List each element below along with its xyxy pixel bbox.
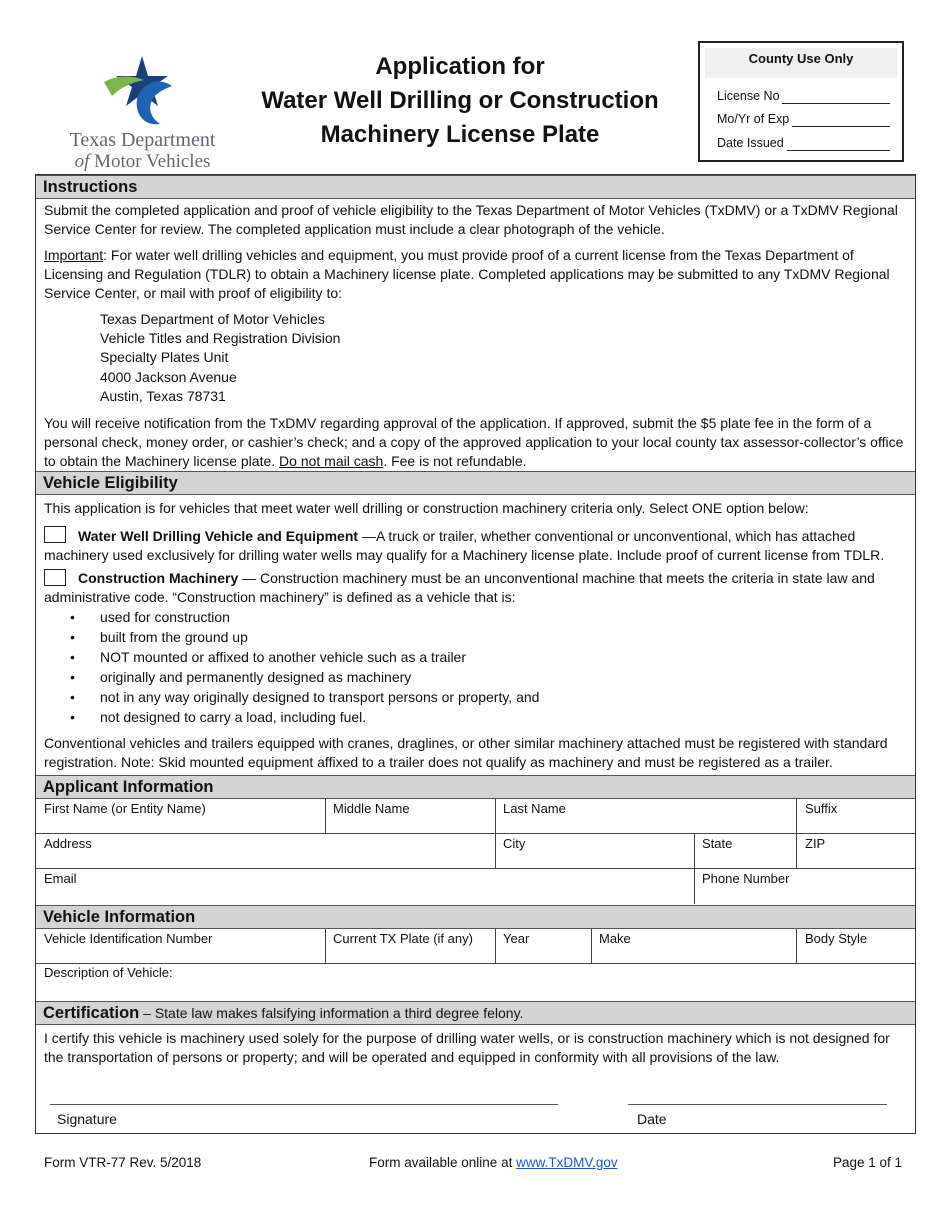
option-water-well-label: Water Well Drilling Vehicle and Equipment (78, 528, 359, 544)
certification-text: I certify this vehicle is machinery used solely for the purpose of drilling water wells, or is construction machinery which is not designed for the transportation of persons or property; and will be operated and equipped in conformity with all provisions of the law. (44, 1030, 890, 1065)
city-field[interactable]: City (503, 836, 526, 851)
body-style-field[interactable]: Body Style (805, 931, 868, 946)
divider (796, 929, 797, 963)
email-field[interactable]: Email (44, 871, 77, 886)
signature-label: Signature (57, 1111, 117, 1127)
instructions-p3 (44, 414, 910, 471)
county-field-label: License No (717, 89, 780, 103)
eligibility-note: Conventional vehicles and trailers equipped with cranes, draglines, or other similar machinery attached must be registered with standard registration. Note: Skid mounted equipment affixed to a trailer does not qualify as machinery and must be registered as a trailer. (44, 735, 888, 770)
option-construction-text: — Construction machinery must be an unconventional machine that meets the criteria in state law and administrative code. “Construction machinery” is defined as a vehicle that is: (44, 570, 875, 605)
county-exp (717, 112, 789, 126)
list-item: • built from the ground up (70, 627, 539, 647)
fee-text: You will receive notification from the TxDMV regarding approval of the application. If approved, submit the $5 plate fee in the form of a personal check, money order, or cashier’s check; and a copy of the approved application to your local county tax assessor-collector’s office to obtain the Machinery license plate. (44, 415, 904, 469)
divider (36, 833, 915, 834)
divider (36, 868, 915, 869)
license-no-line[interactable] (782, 103, 890, 104)
signature-line[interactable] (50, 1104, 558, 1105)
form-title (240, 50, 680, 152)
description-field[interactable]: Description of Vehicle: (44, 965, 173, 980)
applicant-heading: Applicant Information (36, 775, 915, 799)
county-date-issued (717, 136, 784, 150)
list-item: • used for construction (70, 607, 539, 627)
page-number: Page 1 of 1 (833, 1155, 903, 1170)
state-field[interactable]: State (702, 836, 733, 851)
instructions-p1: Submit the completed application and proof of vehicle eligibility to the Texas Department of Motor Vehicles (TxDMV) or a TxDMV Regional Service Center for review. The completed application must include a clear photograph of the vehicle. (44, 202, 898, 237)
current-plate-field[interactable]: Current TX Plate (if any) (333, 931, 473, 946)
logo-line-2: Motor Vehicles (94, 151, 211, 172)
title-line-1: Application for (375, 53, 545, 80)
address-line: Austin, Texas 78731 (100, 387, 226, 404)
title-line-2: Water Well Drilling or Construction (261, 87, 659, 114)
certification-heading (36, 1001, 915, 1025)
instructions-p2 (44, 246, 910, 303)
address-line: Vehicle Titles and Registration Division (100, 330, 341, 347)
txdmv-logo (60, 52, 225, 170)
make-field[interactable]: Make (599, 931, 631, 946)
important-text: : For water well drilling vehicles and equipment, you must provide proof of a current license from the Texas Department of Licensing and Regulation (TDLR) to obtain a Machinery license plate. Completed applications may be submitted to any TxDMV Regional Service Center, or mail with proof of eligibility to: (44, 247, 890, 301)
county-field-label: Mo/Yr of Exp (717, 112, 790, 126)
vin-field[interactable]: Vehicle Identification Number (44, 931, 213, 946)
address-line: Specialty Plates Unit (100, 349, 229, 366)
county-license-no (717, 89, 780, 103)
logo-line-1: Texas Department (69, 129, 216, 151)
divider (495, 799, 496, 868)
eligibility-intro: This application is for vehicles that meet water well drilling or construction machinery criteria only. Select ONE option below: (44, 500, 809, 516)
vehicle-heading: Vehicle Information (36, 905, 915, 929)
suffix-field[interactable]: Suffix (805, 801, 838, 816)
list-item: • not designed to carry a load, including fuel. (70, 707, 539, 727)
address-line: Texas Department of Motor Vehicles (100, 311, 325, 327)
address-field[interactable]: Address (44, 836, 92, 851)
important-label: Important (44, 247, 104, 263)
divider (694, 833, 695, 904)
divider (36, 963, 915, 964)
middle-name-field[interactable]: Middle Name (333, 801, 410, 816)
list-item: • NOT mounted or affixed to another vehicle such as a trailer (70, 647, 539, 667)
option-water-well-text: —A truck or trailer, whether conventional or unconventional, which has attached machinery used exclusively for drilling water wells may qualify for a Machinery license plate. Include proof of current license from TDLR. (44, 528, 885, 563)
no-cash-text: Do not mail cash (279, 453, 384, 469)
eligibility-heading: Vehicle Eligibility (36, 471, 915, 495)
year-field[interactable]: Year (503, 931, 530, 946)
date-issued-line[interactable] (787, 150, 890, 151)
online-prefix: Form available online at (369, 1155, 517, 1170)
option-water-well (44, 527, 910, 565)
option-construction-label: Construction Machinery (78, 570, 239, 586)
divider (325, 929, 326, 963)
divider (591, 929, 592, 963)
zip-field[interactable]: ZIP (805, 836, 826, 851)
divider (495, 929, 496, 963)
county-field-label: Date Issued (717, 136, 784, 150)
instructions-heading: Instructions (36, 175, 915, 199)
date-label: Date (637, 1111, 667, 1127)
divider (796, 799, 797, 868)
divider (325, 799, 326, 833)
county-use-box (698, 41, 904, 162)
logo-wordmark (60, 130, 225, 172)
form-number: Form VTR-77 Rev. 5/2018 (44, 1155, 202, 1170)
mailing-address (100, 310, 340, 406)
county-use-heading: County Use Only (705, 48, 897, 78)
option-construction (44, 569, 910, 607)
title-line-3: Machinery License Plate (320, 121, 600, 148)
last-name-field[interactable]: Last Name (503, 801, 566, 816)
exp-line[interactable] (792, 126, 890, 127)
star-logo-icon (60, 52, 225, 130)
online-availability (369, 1155, 618, 1170)
txdmv-link[interactable]: www.TxDMV.gov (516, 1155, 618, 1170)
list-item: • originally and permanently designed as machinery (70, 667, 539, 687)
phone-field[interactable]: Phone Number (702, 871, 790, 886)
address-line: 4000 Jackson Avenue (100, 368, 237, 385)
fee-end-text: . Fee is not refundable. (383, 453, 527, 469)
date-line[interactable] (628, 1104, 887, 1105)
criteria-list (70, 607, 539, 727)
certification-subtitle: – State law makes falsifying information a third degree felony. (139, 1005, 524, 1021)
first-name-field[interactable]: First Name (or Entity Name) (44, 801, 206, 816)
certification-title: Certification (43, 1004, 140, 1022)
logo-line-2-italic: of (74, 151, 90, 172)
list-item: • not in any way originally designed to transport persons or property, and (70, 687, 539, 707)
